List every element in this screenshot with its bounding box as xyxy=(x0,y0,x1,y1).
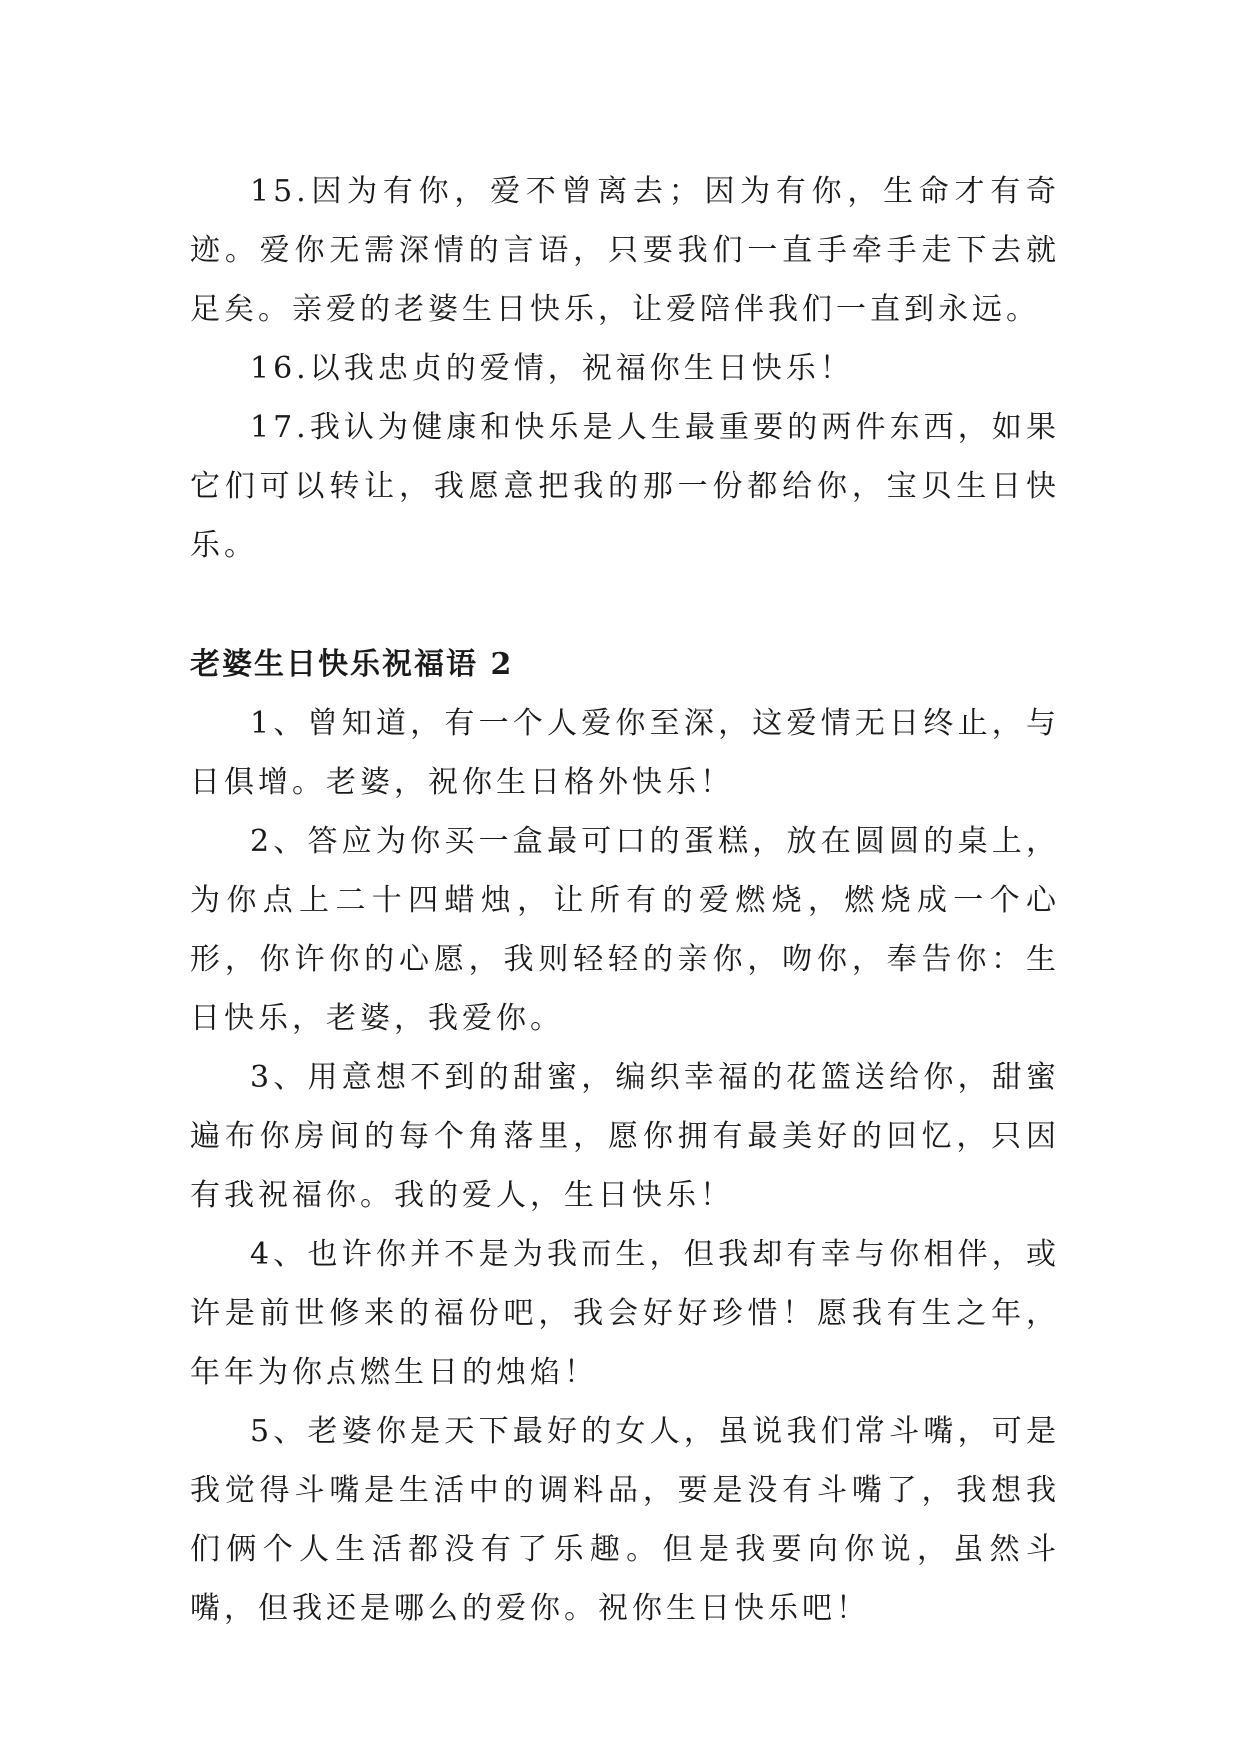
document-page xyxy=(190,162,1060,1638)
paragraph-17: 17.我认为健康和快乐是人生最重要的两件东西，如果它们可以转让，我愿意把我的那一份都给你，宝贝生日快乐。 xyxy=(190,410,1060,563)
wish-2: 2、答应为你买一盒最可口的蛋糕，放在圆圆的桌上，为你点上二十四蜡烛，让所有的爱燃烧，燃烧成一个心形，你许你的心愿，我则轻轻的亲你，吻你，奉告你：生日快乐，老婆，我爱你。 xyxy=(190,824,1060,1036)
paragraph-16: 16.以我忠贞的爱情，祝福你生日快乐！ xyxy=(250,351,854,386)
wish-1: 1、曾知道，有一个人爱你至深，这爱情无日终止，与日俱增。老婆，祝你生日格外快乐！ xyxy=(190,706,1060,800)
wish-5: 5、老婆你是天下最好的女人，虽说我们常斗嘴，可是我觉得斗嘴是生活中的调料品，要是没有斗嘴了，我想我们俩个人生活都没有了乐趣。但是我要向你说，虽然斗嘴，但我还是哪么的爱你。祝你生日快乐吧！ xyxy=(190,1414,1060,1626)
wish-3: 3、用意想不到的甜蜜，编织幸福的花篮送给你，甜蜜遍布你房间的每个角落里，愿你拥有最美好的回忆，只因有我祝福你。我的爱人，生日快乐！ xyxy=(190,1060,1060,1213)
section-heading: 老婆生日快乐祝福语 2 xyxy=(190,647,514,682)
paragraph-15: 15.因为有你，爱不曾离去；因为有你，生命才有奇迹。爱你无需深情的言语，只要我们一直手牵手走下去就足矣。亲爱的老婆生日快乐，让爱陪伴我们一直到永远。 xyxy=(190,174,1060,327)
wish-4: 4、也许你并不是为我而生，但我却有幸与你相伴，或许是前世修来的福份吧，我会好好珍惜！愿我有生之年，年年为你点燃生日的烛焰！ xyxy=(190,1237,1060,1390)
